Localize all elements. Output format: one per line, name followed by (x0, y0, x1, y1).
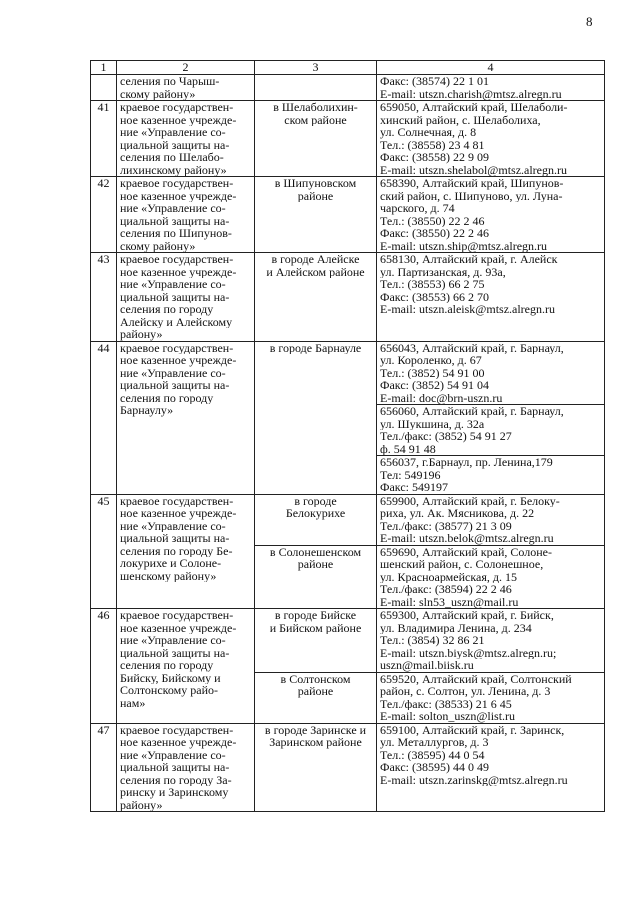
text-line: ное казенное учрежде- (120, 736, 237, 749)
text-line: Заринском районе (269, 736, 362, 749)
text-line: в городе Заринске и (264, 723, 367, 736)
column-number: 3 (255, 61, 377, 75)
text-line: 656043, Алтайский край, г. Барнаул, (380, 341, 564, 354)
institution-name-cell (117, 253, 255, 342)
text-line: краевое государствен- (120, 101, 234, 114)
text-line: ул. Короленко, д. 67 (380, 354, 482, 367)
text-line: Тел.: (38550) 22 2 46 (380, 214, 485, 227)
institution-name-cell (117, 609, 255, 724)
text-line: циальной защиты на- (120, 290, 230, 303)
text-line: ул. Металлургов, д. 3 (380, 736, 489, 749)
text-line: циальной защиты на- (120, 532, 230, 545)
text-line: ние «Управление со- (120, 748, 226, 761)
email-line: E-mail: sln53_uszn@mail.ru (380, 595, 519, 608)
service-area-cell (255, 545, 377, 609)
text-line: Факс: (38574) 22 1 01 (380, 75, 489, 88)
text-line: ное казенное учрежде- (120, 189, 237, 202)
text-line: Тел.: (3854) 32 86 21 (380, 634, 485, 647)
service-area-cell (255, 341, 377, 494)
service-area-cell (255, 75, 377, 101)
text-line: Тел./факс: (3852) 54 91 27 (380, 430, 512, 443)
text-line: ф. 54 91 48 (380, 442, 436, 455)
text-line: циальной защиты на- (120, 646, 230, 659)
table-row (91, 253, 605, 342)
text-line: в городе Алейске (271, 253, 360, 266)
text-line: шенскому району» (120, 569, 217, 582)
text-line: ул. Шукшина, д. 32а (380, 417, 485, 430)
table-row-continuation (91, 75, 605, 101)
text-line: Тел: 549196 (380, 468, 441, 481)
text-line: Белокурихе (285, 507, 346, 520)
email-line: E-mail: utszn.aleisk@mtsz.alregn.ru (380, 303, 556, 316)
text-line: ский район, с. Шипуново, ул. Луна- (380, 189, 563, 202)
text-line: селения по городу За- (120, 773, 232, 786)
text-line: в Шелаболихин- (273, 101, 358, 114)
contacts-cell (377, 253, 605, 342)
contacts-cell (377, 494, 605, 545)
contacts-cell (377, 609, 605, 673)
text-line: селения по Шипунов- (120, 227, 232, 240)
text-line: ное казенное учрежде- (120, 621, 237, 634)
text-line: циальной защиты на- (120, 379, 230, 392)
text-line: Солтонскому райо- (120, 684, 218, 697)
text-line: в Солтонском (280, 672, 351, 685)
text-line: Тел.: (38558) 23 4 81 (380, 138, 485, 151)
table-row (91, 723, 605, 812)
email-line: E-mail: utszn.ship@mtsz.alregn.ru (380, 239, 548, 252)
text-line: ное казенное учрежде- (120, 113, 237, 126)
text-line: Факс: (38595) 44 0 49 (380, 761, 489, 774)
email-line: E-mail: utszn.charish@mtsz.alregn.ru (380, 87, 562, 100)
page-number: 8 (586, 14, 593, 29)
row-number-cell: 46 (91, 609, 117, 724)
service-area-cell (255, 101, 377, 177)
table-row (91, 341, 605, 405)
text-line: Алейску и Алейскому (120, 315, 233, 328)
text-line: 658130, Алтайский край, г. Алейск (380, 253, 558, 266)
email-line: E-mail: utszn.belok@mtsz.alregn.ru (380, 532, 554, 545)
text-line: ние «Управление со- (120, 634, 226, 647)
contacts-cell (377, 177, 605, 253)
institution-name-cell (117, 341, 255, 494)
email-line: E-mail: utszn.biysk@mtsz.alregn.ru; (380, 646, 557, 659)
text-line: ное казенное учрежде- (120, 265, 237, 278)
email-line: uszn@mail.biisk.ru (380, 659, 474, 672)
text-line: и Бийском районе (269, 621, 362, 634)
row-number-cell: 44 (91, 341, 117, 494)
contacts-cell (377, 723, 605, 812)
text-line: район, с. Солтон, ул. Ленина, д. 3 (380, 685, 551, 698)
service-area-cell (255, 609, 377, 673)
institution-name-cell (117, 723, 255, 812)
row-number-cell: 47 (91, 723, 117, 812)
contacts-cell (377, 101, 605, 177)
text-line: в Шипуновском (274, 177, 357, 190)
text-line: районе (297, 189, 334, 202)
text-line: краевое государствен- (120, 494, 234, 507)
email-line: E-mail: solton_uszn@list.ru (380, 710, 516, 723)
institution-name-cell (117, 177, 255, 253)
text-line: Бийску, Бийскому и (120, 671, 221, 684)
email-line: E-mail: doc@brn-uszn.ru (380, 391, 503, 404)
text-line: циальной защиты на- (120, 214, 230, 227)
text-line: скому району» (120, 239, 196, 252)
text-line: ние «Управление со- (120, 278, 226, 291)
text-line: 659520, Алтайский край, Солтонский (380, 672, 572, 685)
text-line: 659300, Алтайский край, г. Бийск, (380, 609, 554, 622)
contacts-cell (377, 341, 605, 405)
text-line: Тел.: (38553) 66 2 75 (380, 278, 485, 291)
text-line: Факс: (38558) 22 9 09 (380, 151, 489, 164)
text-line: 656037, г.Барнаул, пр. Ленина,179 (380, 456, 553, 469)
text-line: 659050, Алтайский край, Шелаболи- (380, 101, 568, 114)
service-area-cell (255, 253, 377, 342)
row-number-cell: 42 (91, 177, 117, 253)
text-line: 659900, Алтайский край, г. Белоку- (380, 494, 560, 507)
text-line: Тел./факс: (38533) 21 6 45 (380, 697, 512, 710)
text-line: району» (120, 798, 163, 811)
contacts-cell (377, 545, 605, 609)
text-line: чарского, д. 74 (380, 202, 455, 215)
row-number-cell: 41 (91, 101, 117, 177)
text-line: Тел.: (3852) 54 91 00 (380, 366, 485, 379)
text-line: Факс: (38550) 22 2 46 (380, 227, 489, 240)
institution-name-cell (117, 75, 255, 101)
text-line: Тел.: (38595) 44 0 54 (380, 748, 485, 761)
text-line: ринску и Заринскому (120, 786, 229, 799)
text-line: Тел./факс: (38577) 21 3 09 (380, 519, 512, 532)
text-line: локурихе и Солоне- (120, 557, 222, 570)
text-line: районе (297, 558, 334, 571)
row-number-cell (91, 75, 117, 101)
column-number: 1 (91, 61, 117, 75)
email-line: E-mail: utszn.zarinskg@mtsz.alregn.ru (380, 773, 568, 786)
text-line: районе (297, 685, 334, 698)
text-line: скому району» (120, 87, 196, 100)
text-line: ние «Управление со- (120, 519, 226, 532)
contacts-cell (377, 672, 605, 723)
text-line: ул. Владимира Ленина, д. 234 (380, 621, 532, 634)
contacts-cell (377, 75, 605, 101)
text-line: в городе Барнауле (269, 341, 362, 354)
text-line: ул. Партизанская, д. 93а, (380, 265, 506, 278)
text-line: циальной защиты на- (120, 138, 230, 151)
email-line: E-mail: utszn.shelabol@mtsz.alregn.ru (380, 163, 568, 176)
table-row (91, 177, 605, 253)
text-line: в Солонешенском (269, 545, 362, 558)
text-line: краевое государствен- (120, 341, 234, 354)
row-number-cell: 43 (91, 253, 117, 342)
text-line: 656060, Алтайский край, г. Барнаул, (380, 405, 564, 418)
text-line: лихинскому району» (120, 163, 227, 176)
text-line: Тел./факс: (38594) 22 2 46 (380, 583, 512, 596)
text-line: Барнаулу» (120, 404, 174, 417)
service-area-cell (255, 177, 377, 253)
contacts-cell (377, 405, 605, 456)
table-row (91, 494, 605, 545)
text-line: району» (120, 328, 163, 341)
text-line: 658390, Алтайский край, Шипунов- (380, 177, 564, 190)
text-line: ние «Управление со- (120, 202, 226, 215)
table-row (91, 101, 605, 177)
text-line: селения по Чарыш- (120, 75, 220, 88)
text-line: краевое государствен- (120, 609, 234, 622)
text-line: хинский район, с. Шелаболиха, (380, 113, 541, 126)
text-line: краевое государствен- (120, 177, 234, 190)
column-number: 4 (377, 61, 605, 75)
service-area-cell (255, 723, 377, 812)
text-line: краевое государствен- (120, 253, 234, 266)
text-line: ное казенное учрежде- (120, 354, 237, 367)
table-row (91, 609, 605, 673)
text-line: 659690, Алтайский край, Солоне- (380, 545, 552, 558)
text-line: шенский район, с. Солонешное, (380, 558, 544, 571)
text-line: циальной защиты на- (120, 761, 230, 774)
text-line: селения по городу (120, 391, 214, 404)
table-body (91, 75, 605, 812)
text-line: ние «Управление со- (120, 126, 226, 139)
text-line: ул. Красноармейская, д. 15 (380, 570, 517, 583)
text-line: в городе (294, 494, 337, 507)
institution-name-cell (117, 494, 255, 609)
service-area-cell (255, 494, 377, 545)
text-line: Факс: (38553) 66 2 70 (380, 290, 489, 303)
text-line: ском районе (284, 113, 347, 126)
text-line: селения по городу (120, 303, 214, 316)
text-line: нам» (120, 696, 146, 709)
text-line: краевое государствен- (120, 723, 234, 736)
text-line: селения по городу (120, 659, 214, 672)
text-line: ное казенное учрежде- (120, 507, 237, 520)
row-number-cell: 45 (91, 494, 117, 609)
social-protection-offices-table (90, 60, 605, 812)
text-line: селения по городу Бе- (120, 544, 233, 557)
text-line: Факс: 549197 (380, 481, 448, 494)
text-line: Факс: (3852) 54 91 04 (380, 379, 489, 392)
text-line: в городе Бийске (274, 609, 357, 622)
text-line: риха, ул. Ак. Мясникова, д. 22 (380, 507, 535, 520)
column-number: 2 (117, 61, 255, 75)
text-line: и Алейском районе (266, 265, 365, 278)
institution-name-cell (117, 101, 255, 177)
service-area-cell (255, 672, 377, 723)
text-line: ул. Солнечная, д. 8 (380, 126, 477, 139)
column-numbers-row (91, 61, 605, 75)
text-line: 659100, Алтайский край, г. Заринск, (380, 723, 565, 736)
text-line: селения по Шелабо- (120, 151, 224, 164)
text-line: ние «Управление со- (120, 366, 226, 379)
contacts-cell (377, 456, 605, 495)
